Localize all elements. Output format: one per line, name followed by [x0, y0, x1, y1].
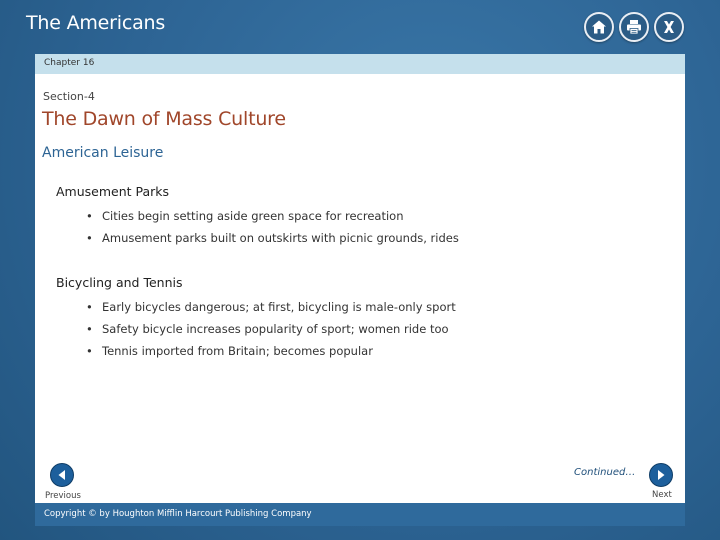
- home-button[interactable]: [584, 12, 614, 42]
- toolbar: [584, 12, 684, 42]
- next-label[interactable]: Next: [652, 490, 672, 500]
- bullet-item: • Cities begin setting aside green space for recreation: [86, 205, 459, 227]
- arrow-left-icon: [56, 469, 68, 481]
- topic-amusement-parks: [56, 184, 459, 249]
- bullet-list: [56, 205, 459, 249]
- bullet-item: • Safety bicycle increases popularity of sport; women ride too: [86, 318, 456, 340]
- bullet-list: [56, 296, 456, 362]
- next-button[interactable]: [649, 463, 673, 487]
- chapter-label: Chapter 16: [44, 58, 95, 68]
- copyright-text: Copyright © by Houghton Mifflin Harcourt Publishing Company: [44, 509, 312, 519]
- chapter-bar: [35, 54, 685, 74]
- print-button[interactable]: [619, 12, 649, 42]
- continued-label: Continued…: [574, 467, 636, 478]
- app-title: The Americans: [26, 12, 166, 34]
- close-icon: [661, 19, 677, 35]
- footer-bar: [35, 503, 685, 526]
- topic-bicycling-tennis: [56, 275, 456, 362]
- previous-button[interactable]: [50, 463, 74, 487]
- bullet-item: • Early bicycles dangerous; at first, bicycling is male-only sport: [86, 296, 456, 318]
- bullet-item: • Amusement parks built on outskirts with picnic grounds, rides: [86, 227, 459, 249]
- section-label: Section-4: [43, 90, 95, 103]
- home-icon: [591, 19, 607, 35]
- close-button[interactable]: [654, 12, 684, 42]
- topic-heading: Bicycling and Tennis: [56, 275, 183, 290]
- print-icon: [626, 19, 642, 35]
- slide-content: [35, 74, 685, 503]
- previous-label[interactable]: Previous: [45, 491, 81, 501]
- page-title: The Dawn of Mass Culture: [42, 108, 286, 130]
- arrow-right-icon: [655, 469, 667, 481]
- topic-heading: Amusement Parks: [56, 184, 170, 199]
- subheading: American Leisure: [42, 145, 164, 161]
- bullet-item: • Tennis imported from Britain; becomes popular: [86, 340, 456, 362]
